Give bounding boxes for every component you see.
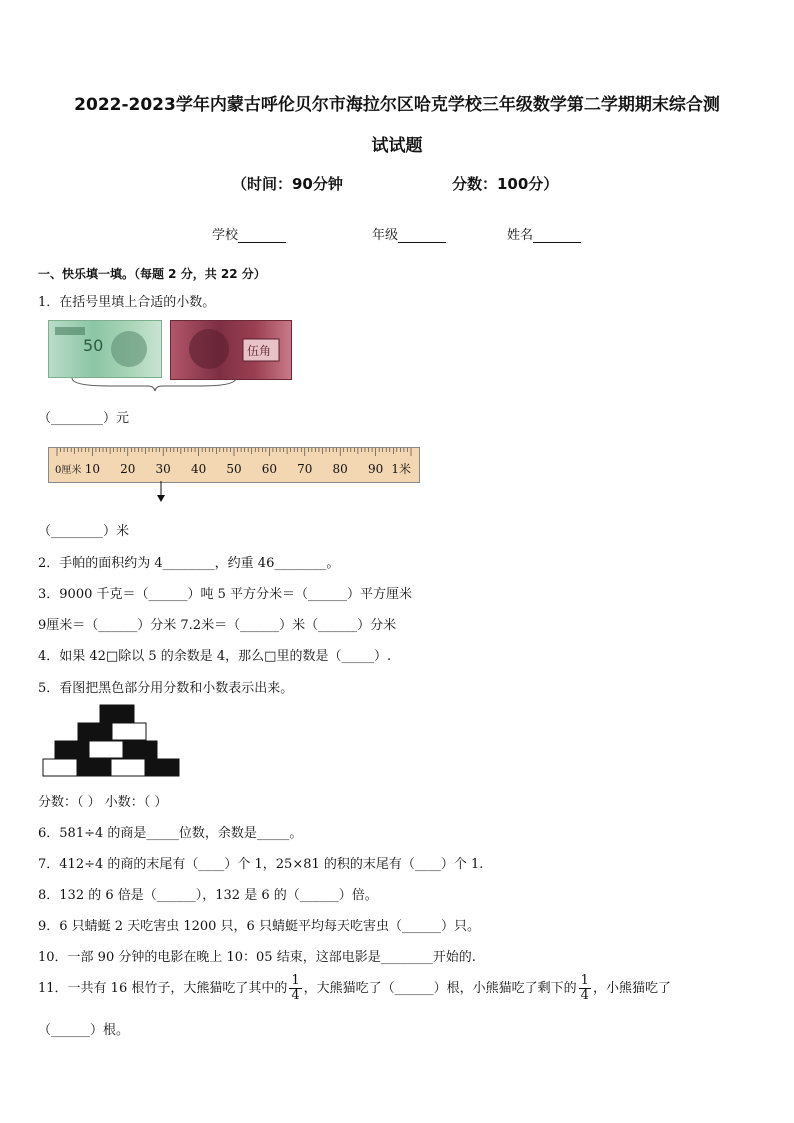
school-field <box>212 224 286 243</box>
name-label: 姓名 <box>507 228 534 243</box>
page-title: 2022-2023学年内蒙古呼伦贝尔市海拉尔区哈克学校三年级数学第二学期期末综合测 <box>74 95 720 115</box>
fraction-one-quarter <box>289 974 301 1003</box>
ruler-label: 0厘米 <box>55 465 82 476</box>
fraction-denominator: 4 <box>291 988 300 1003</box>
ruler-label: 60 <box>261 462 278 476</box>
ruler-label: 10 <box>84 462 101 476</box>
exam-score: 分数：100分） <box>452 175 559 193</box>
ruler-label: 90 <box>367 462 384 476</box>
question-1: 1．在括号里填上合适的小数。 <box>38 295 216 310</box>
ruler-label: 70 <box>297 462 313 476</box>
banknote-50-art <box>49 321 161 377</box>
banknote-5jiao-image <box>170 320 292 380</box>
ruler-label: 40 <box>190 462 207 476</box>
question-8: 8．132 的 6 倍是（______），132 是 6 的（______）倍。 <box>38 888 378 903</box>
banknote-5jiao-label: 伍角 <box>247 344 272 358</box>
grade-field <box>372 224 446 243</box>
question-11-part3: ，小熊猫吃了 <box>592 981 671 996</box>
exam-time: （时间：90分钟 <box>232 175 343 193</box>
question-3-line2: 9厘米＝（______）分米 7.2米＝（______）米（______）分米 <box>38 618 397 633</box>
grade-label: 年级 <box>372 228 399 243</box>
name-field <box>507 224 581 243</box>
question-11 <box>38 974 671 1003</box>
section-heading: 一、快乐填一填。（每题 2 分，共 22 分） <box>38 267 266 281</box>
question-3-line1: 3．9000 千克＝（______）吨 5 平方分米＝（______）平方厘米 <box>38 587 413 602</box>
question-5: 5．看图把黑色部分用分数和小数表示出来。 <box>38 681 294 696</box>
banknote-50-image <box>48 320 162 378</box>
name-blank <box>533 229 581 243</box>
banknote-50-label: 50 <box>83 336 104 355</box>
down-arrow-icon <box>155 481 167 503</box>
question-11-part1: 11．一共有 16 根竹子，大熊猫吃了其中的 <box>38 981 288 996</box>
ruler-scale <box>49 448 419 482</box>
block-figure <box>42 704 182 778</box>
brace-icon <box>70 376 240 392</box>
school-label: 学校 <box>212 228 239 243</box>
question-11-line2: （______）根。 <box>38 1023 130 1038</box>
grade-blank <box>398 229 446 243</box>
question-2: 2．手帕的面积约为 4________，约重 46________。 <box>38 556 340 571</box>
ruler-image <box>48 447 420 483</box>
question-6: 6．581÷4 的商是_____位数，余数是_____。 <box>38 826 303 841</box>
question-1-answer-meter: （________）米 <box>38 524 130 539</box>
school-blank <box>238 229 286 243</box>
question-4: 4．如果 42□除以 5 的余数是 4，那么□里的数是（_____）. <box>38 649 392 664</box>
fraction-numerator: 1 <box>580 973 589 988</box>
ruler-label: 30 <box>155 462 171 476</box>
page-title-continued: 试试题 <box>371 136 423 156</box>
fraction-numerator: 1 <box>291 973 300 988</box>
ruler-label: 50 <box>226 462 242 476</box>
ruler-label: 1米 <box>391 462 411 476</box>
question-1-answer-money: （________）元 <box>38 411 130 426</box>
fraction-one-quarter <box>579 974 591 1003</box>
question-11-part2: ，大熊猫吃了（______）根，小熊猫吃了剩下的 <box>303 981 577 996</box>
question-10: 10．一部 90 分钟的电影在晚上 10：05 结束，这部电影是________开始的. <box>38 950 476 965</box>
question-5-answer: 分数：（ ） 小数：（ ） <box>38 795 168 810</box>
ruler-label: 80 <box>332 462 348 476</box>
question-7: 7．412÷4 的商的末尾有（____）个 1，25×81 的积的末尾有（____）个 1. <box>38 857 484 872</box>
question-9: 9．6 只蜻蜓 2 天吃害虫 1200 只，6 只蜻蜓平均每天吃害虫（______）只。 <box>38 919 480 934</box>
fraction-denominator: 4 <box>580 988 589 1003</box>
banknote-5jiao-art <box>171 321 291 379</box>
ruler-label: 20 <box>120 462 136 476</box>
